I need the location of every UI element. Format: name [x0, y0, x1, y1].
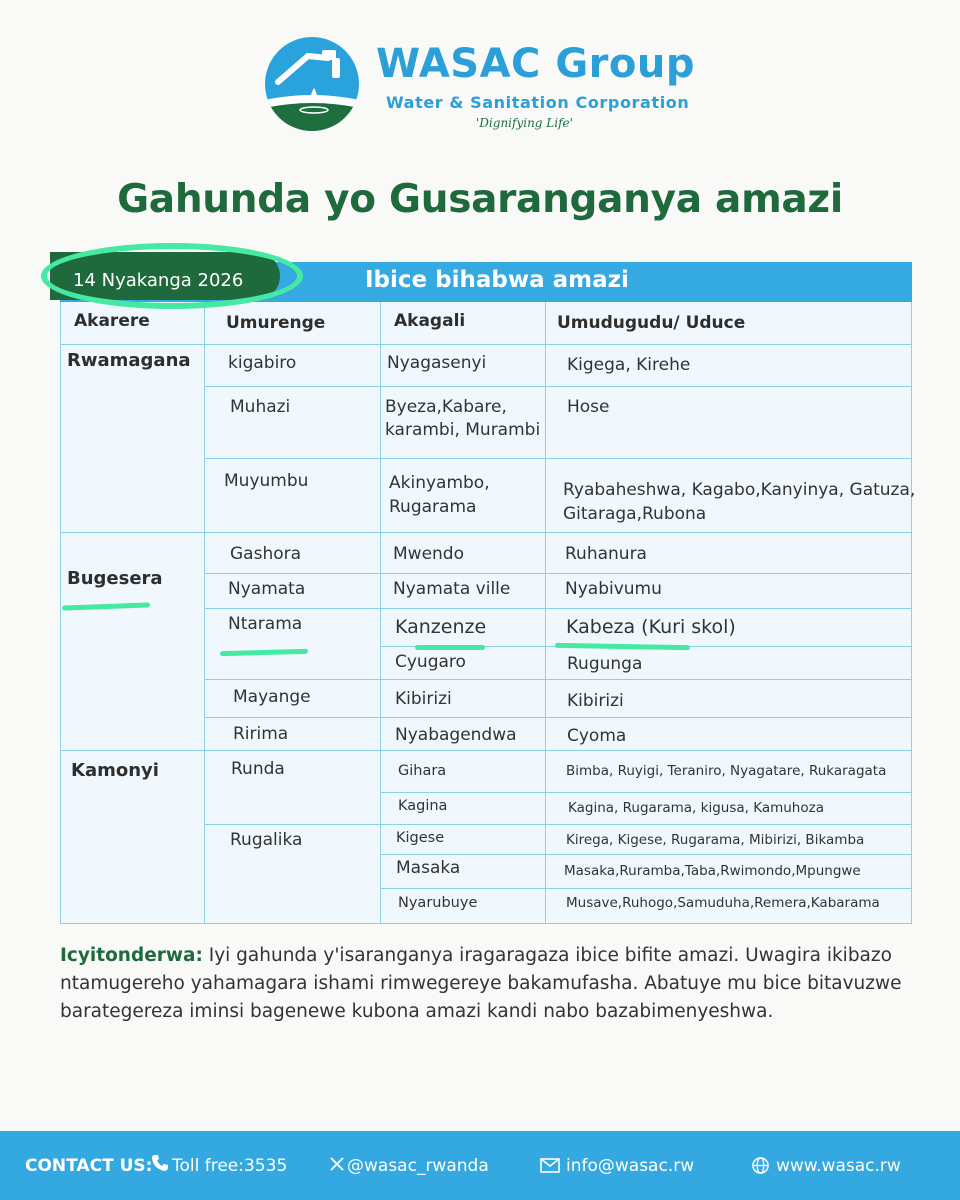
- row-divider: [204, 458, 912, 459]
- footer-contact-bar: [0, 1131, 960, 1200]
- village-cell: Musave,Ruhogo,Samuduha,Remera,Kabarama: [566, 895, 880, 911]
- village-cell: Rugunga: [567, 654, 643, 674]
- column-divider: [380, 302, 381, 924]
- x-logo-icon: [330, 1157, 344, 1171]
- column-divider: [204, 302, 205, 924]
- cell-name: Nyabagendwa: [395, 725, 517, 745]
- logo-tagline: 'Dignifying Life': [476, 116, 573, 130]
- row-divider: [380, 792, 912, 793]
- date-label: 14 Nyakanga 2026: [73, 270, 244, 291]
- logo-name: WASAC Group: [376, 41, 695, 87]
- table-border-right: [911, 302, 912, 924]
- row-divider: [380, 888, 912, 889]
- sector-cell: Nyamata: [228, 579, 306, 599]
- district-cell: Kamonyi: [71, 760, 159, 781]
- logo-subtitle: Water & Sanitation Corporation: [386, 93, 690, 112]
- column-header: Umurenge: [226, 313, 326, 333]
- cell-name: Kigese: [396, 830, 445, 846]
- wasac-emblem-icon: [264, 36, 360, 132]
- cell-name: Cyugaro: [395, 652, 466, 672]
- row-divider: [60, 532, 912, 533]
- schedule-table: [60, 262, 916, 924]
- cell-name: Byeza,Kabare,: [385, 397, 507, 417]
- district-cell: Rwamagana: [67, 350, 191, 371]
- village-cell: Ryabaheshwa, Kagabo,Kanyinya, Gatuza,: [563, 480, 916, 500]
- sector-cell: Gashora: [230, 544, 302, 564]
- note-paragraph: [60, 942, 920, 1026]
- district-cell: Bugesera: [67, 568, 163, 589]
- cell-name: karambi, Murambi: [385, 420, 541, 440]
- column-header: Akarere: [74, 311, 150, 331]
- row-divider: [60, 344, 912, 345]
- cell-name: Kagina: [398, 798, 448, 814]
- row-divider: [60, 750, 912, 751]
- row-divider: [204, 679, 912, 680]
- row-divider: [60, 923, 912, 924]
- cell-name: Masaka: [396, 858, 461, 878]
- cell-name: Kibirizi: [395, 689, 452, 709]
- sector-cell: kigabiro: [228, 353, 297, 373]
- table-border-left: [60, 302, 61, 924]
- cell-name: Rugarama: [389, 497, 477, 517]
- highlight-circle: [41, 243, 303, 309]
- village-cell: Ruhanura: [565, 544, 647, 564]
- cell-name: Kanzenze: [395, 616, 487, 638]
- cell-name: Mwendo: [393, 544, 464, 564]
- sector-cell: Muyumbu: [224, 471, 309, 491]
- contact-label: CONTACT US:: [25, 1156, 153, 1176]
- column-divider: [545, 302, 546, 924]
- social-handle[interactable]: @wasac_rwanda: [347, 1156, 489, 1176]
- sector-cell: Mayange: [233, 687, 311, 707]
- village-cell: Cyoma: [567, 726, 627, 746]
- row-divider: [204, 573, 912, 574]
- village-cell: Kirega, Kigese, Rugarama, Mibirizi, Bikamba: [566, 832, 865, 848]
- village-cell: Masaka,Ruramba,Taba,Rwimondo,Mpungwe: [564, 863, 861, 879]
- village-cell: Kabeza (Kuri skol): [566, 616, 736, 638]
- wasac-logo: [264, 36, 694, 136]
- cell-name: Nyagasenyi: [387, 353, 487, 373]
- sector-cell: Ntarama: [228, 614, 303, 634]
- note-text: Iyi gahunda y'isaranganya iragaragaza ibice bifite amazi. Uwagira ikibazo ntamugereho yahamagara ishami rimwegereye bakamufasha. Abatuye mu bice bitavuzwe barategereza iminsi bagenewe kubona amazi kandi nabo bazabimenyeshwa.: [60, 945, 902, 1022]
- note-label: Icyitonderwa:: [60, 945, 203, 966]
- village-cell: Hose: [567, 397, 610, 417]
- website-link[interactable]: www.wasac.rw: [776, 1156, 901, 1176]
- column-header: Umudugudu/ Uduce: [557, 313, 746, 333]
- village-cell: Gitaraga,Rubona: [563, 504, 707, 524]
- village-cell: Kibirizi: [567, 691, 624, 711]
- column-header: Akagali: [394, 311, 466, 331]
- table-heading: Ibice bihabwa amazi: [365, 267, 629, 293]
- row-divider: [380, 854, 912, 855]
- highlight-underline: [415, 645, 485, 650]
- mail-icon: [540, 1158, 560, 1173]
- row-divider: [204, 824, 912, 825]
- toll-free-number[interactable]: Toll free:3535: [172, 1156, 288, 1176]
- page-title: Gahunda yo Gusaranganya amazi: [117, 177, 843, 222]
- globe-icon: [752, 1157, 769, 1174]
- cell-name: Gihara: [398, 763, 447, 779]
- sector-cell: Ririma: [233, 724, 289, 744]
- village-cell: Bimba, Ruyigi, Teraniro, Nyagatare, Rukaragata: [566, 763, 887, 779]
- village-cell: Nyabivumu: [565, 579, 662, 599]
- cell-name: Nyamata ville: [393, 579, 511, 599]
- row-divider: [204, 386, 912, 387]
- cell-name: Nyarubuye: [398, 895, 478, 911]
- sector-cell: Rugalika: [230, 830, 303, 850]
- village-cell: Kigega, Kirehe: [567, 355, 691, 375]
- row-divider: [204, 608, 912, 609]
- row-divider: [204, 717, 912, 718]
- email-link[interactable]: info@wasac.rw: [566, 1156, 695, 1176]
- sector-cell: Runda: [231, 759, 285, 779]
- phone-icon: [151, 1154, 169, 1172]
- sector-cell: Muhazi: [230, 397, 291, 417]
- village-cell: Kagina, Rugarama, kigusa, Kamuhoza: [568, 800, 824, 816]
- cell-name: Akinyambo,: [389, 473, 490, 493]
